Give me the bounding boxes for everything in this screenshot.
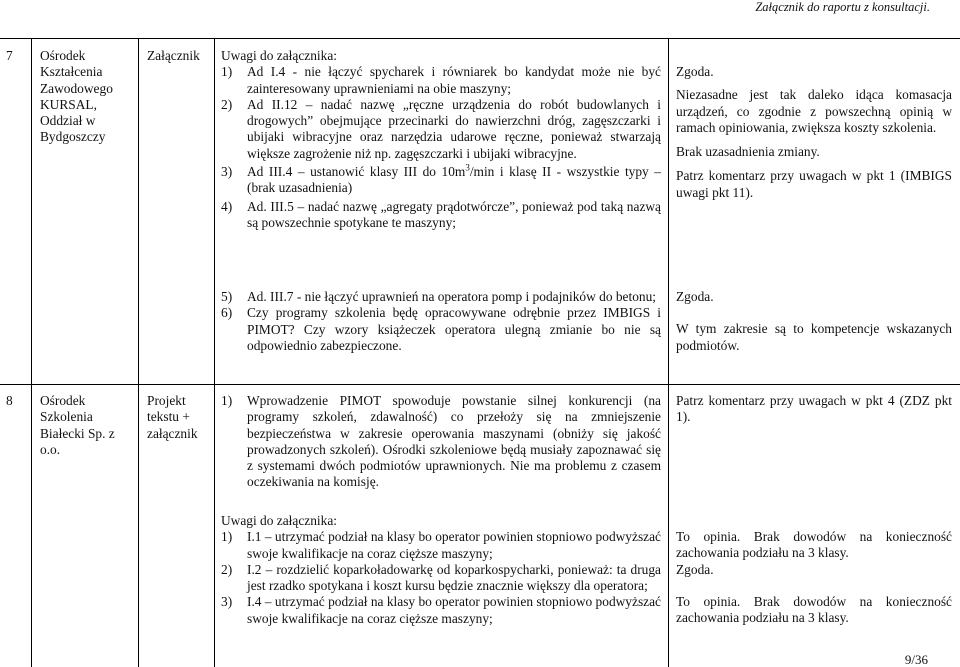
list-item	[221, 289, 661, 305]
superscript: 3	[465, 162, 470, 173]
item-text: Ad I.4 - nie łączyć spycharek i równiarek bo kandydat może nie być zainteresowany uprawnieniami na obie maszyny;	[247, 64, 661, 96]
item-number: 3)	[221, 594, 233, 610]
list-item	[221, 562, 661, 595]
response-text: Brak uzasadnienia zmiany.	[676, 144, 820, 160]
col-divider	[214, 38, 215, 667]
list-item	[221, 393, 661, 491]
item-number: 1)	[221, 393, 233, 408]
row7-number: 7	[6, 48, 13, 63]
item-number: 2)	[221, 96, 233, 112]
item-number: 1)	[221, 64, 233, 80]
item-text: Ad. III.7 - nie łączyć uprawnień na operatora pomp i podajników do betonu;	[247, 289, 657, 304]
row8-section: Projekt tekstu + załącznik	[147, 393, 198, 441]
response-text: Zgoda.	[676, 64, 714, 79]
row8-response-b	[676, 529, 952, 626]
page-header: Załącznik do raportu z konsultacji.	[755, 0, 930, 14]
item-text	[247, 164, 661, 197]
item-text: I.2 – rozdzielić koparkoładowarkę od koparkospycharki, ponieważ: ta druga jest rzadko spotykana i koszt kursu będzie znacznie większy dla operatora;	[247, 561, 661, 594]
list-item	[221, 97, 661, 162]
row7-response-b	[676, 289, 952, 354]
row7-response-a	[676, 64, 952, 201]
list-item	[221, 529, 661, 562]
response-text: Patrz komentarz przy uwagach w pkt 4 (ZDZ pkt 1).	[676, 393, 952, 425]
item-text-part: Ad III.4 – ustanowić klasy III do 10m	[247, 164, 466, 180]
row7-organization: Ośrodek Kształcenia Zawodowego KURSAL, Oddział w Bydgoszczy	[40, 48, 113, 145]
item-text: I.1 – utrzymać podział na klasy bo operator powinien stopniowo podwyższać swoje kwalifikacje na coraz cięższe maszyny;	[247, 529, 661, 561]
list-item	[221, 305, 661, 354]
response-text: W tym zakresie są to kompetencje wskazanych podmiotów.	[676, 321, 952, 353]
col-divider	[138, 38, 139, 667]
row8-organization: Ośrodek Szkolenia Białecki Sp. z o.o.	[40, 393, 115, 457]
list-item	[221, 64, 661, 97]
item-text: Ad. III.5 – nadać nazwę „agregaty prądotwórcze”, ponieważ pod taką nazwą są powszechnie spotykane te maszyny;	[247, 198, 661, 230]
row-divider	[0, 384, 960, 385]
comments-intro: Uwagi do załącznika:	[221, 48, 337, 63]
response-text: Patrz komentarz przy uwagach w pkt 1 (IMBIGS uwagi pkt 11).	[676, 168, 952, 200]
item-number: 4)	[221, 198, 233, 214]
list-item	[221, 199, 661, 232]
response-text: To opinia. Brak dowodów na konieczność zachowania podziału na 3 klasy.	[676, 529, 952, 561]
list-item	[221, 594, 661, 627]
item-number: 5)	[221, 289, 233, 304]
response-text: Niezasadne jest tak daleko idąca komasacja urządzeń, co zgodnie z powszechną opinią w ramach opiniowania, zwiększa koszty szkolenia.	[676, 87, 952, 135]
row7-comments-a	[221, 48, 661, 231]
response-text: To opinia. Brak dowodów na konieczność zachowania podziału na 3 klasy.	[676, 593, 952, 626]
item-text: Wprowadzenie PIMOT spowoduje powstanie silnej konkurencji (na programy szkoleń, zdawalność) co przełoży się na zmniejszenie bezpieczeństwa w zakresie operowania maszynami (obniży się jakość prowadzonych szkoleń). Ośrodki szkoleniowe będą musiały zapoznawać się z systemami dwóch podmiotów uprawnionych. Nie ma problemu z czasem oczekiwania na komisję.	[247, 393, 661, 490]
row7-section: Załącznik	[147, 48, 200, 63]
response-text: Zgoda.	[676, 561, 714, 577]
col-divider	[668, 38, 669, 667]
row8-response-a	[676, 393, 952, 426]
comments-intro: Uwagi do załącznika:	[221, 513, 337, 528]
row8-comments-b	[221, 513, 661, 627]
response-text: Zgoda.	[676, 289, 714, 304]
item-number: 3)	[221, 164, 233, 180]
item-number: 6)	[221, 305, 233, 321]
item-number: 1)	[221, 529, 233, 545]
item-text: Czy programy szkolenia będę opracowywane odrębnie przez IMBIGS i PIMOT? Czy wzory książeczek operatora ulegną zmianie bo nie są odpowiednio zabezpieczone.	[247, 305, 661, 353]
list-item	[221, 164, 661, 197]
row8-comments-a	[221, 393, 661, 491]
row7-comments-b	[221, 289, 661, 354]
page-number: 9/36	[904, 652, 928, 667]
row8-number: 8	[6, 393, 13, 408]
col-divider	[31, 38, 32, 667]
item-text: Ad II.12 – nadać nazwę „ręczne urządzenia do robót budowlanych i drogowych” obejmujące przecinarki do nawierzchni dróg, zagęszczarki i ubijaki wibracyjne oraz narzędzia udarowe ręczne, ponieważ stwarzają większe zagrożenie niż np. zagęszczarki i ubijaki wibracyjne.	[247, 96, 661, 161]
item-number: 2)	[221, 561, 233, 577]
item-text-part: /min i klasę II - wszystkie typy – (brak uzasadnienia)	[247, 164, 661, 196]
table-border-top	[0, 38, 960, 39]
item-text: I.4 – utrzymać podział na klasy bo operator powinien stopniowo podwyższać swoje kwalifikacje na coraz cięższe maszyny;	[247, 594, 661, 626]
